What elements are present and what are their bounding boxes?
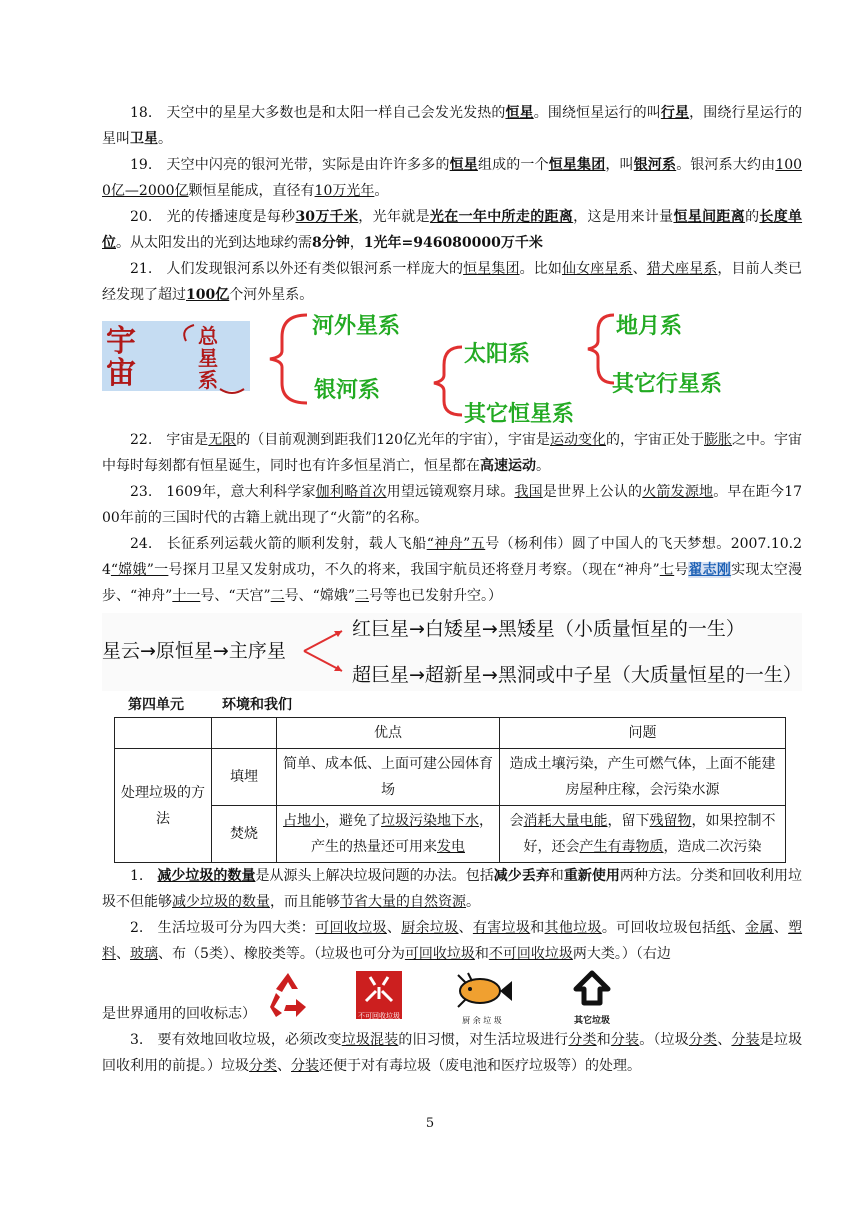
method-landfill: 填埋 xyxy=(212,749,277,806)
document-page xyxy=(102,100,802,1079)
keyword: 减少丢弃 xyxy=(493,868,550,884)
keyword: 30万千米 xyxy=(295,209,359,225)
keyword: 1光年=946080000万千米 xyxy=(363,235,543,251)
keyword: 分装 xyxy=(291,1058,319,1074)
keyword: 无限 xyxy=(208,432,237,448)
branch-extragalactic: 河外星系 xyxy=(312,314,401,339)
keyword: 其他垃圾 xyxy=(544,920,602,936)
table-header-row xyxy=(115,718,786,749)
paragraph-21: 21. 人们发现银河系以外还有类似银河系一样庞大的恒星集团。比如仙女座星系、猎犬座星系，目前人类已经发现了超过100亿个河外星系。 xyxy=(102,261,803,303)
keyword: 恒星间距离 xyxy=(673,209,746,225)
list-item-2: 2. 生活垃圾可分为四大类：可回收垃圾、厨余垃圾、有害垃圾和其他垃圾。可回收垃圾包括纸、金属、塑料、玻璃、布（5类）、橡胶类等。（垃圾也可分为可回收垃圾和不可回收垃圾两大类。）（右边 xyxy=(102,920,803,962)
page-number: 5 xyxy=(425,1116,435,1131)
keyword: 1000亿—2000亿 xyxy=(102,157,803,199)
paragraph-22: 22. 宇宙是无限的（目前观测到距我们120亿光年的宇宙），宇宙是运动变化的，宇宙正处于膨胀之中。宇宙中每时每刻都有恒星诞生，同时也有许多恒星消亡，恒星都在高速运动。 xyxy=(102,432,802,474)
recycle-icon xyxy=(262,969,314,1021)
keyword: 分装 xyxy=(731,1032,760,1048)
universe-diagram xyxy=(102,311,782,423)
table-row xyxy=(115,806,786,863)
keyword: 银河系 xyxy=(633,157,677,173)
keyword: 可回收垃圾 xyxy=(404,946,475,962)
column-header-problems: 问题 xyxy=(500,718,786,749)
other-waste-symbol-icon xyxy=(562,969,622,1009)
solar-brace xyxy=(588,315,614,383)
keyword: 纸 xyxy=(716,920,731,936)
paragraph-23: 23. 1609年，意大利科学家伽利略首次用望远镜观察月球。我国是世界上公认的火箭发源地。早在距今1700年前的三国时代的古籍上就出现了“火箭”的名称。 xyxy=(102,484,803,526)
universe-char-1: 宇 xyxy=(106,324,136,359)
keyword: “嫦娥”一 xyxy=(110,562,169,578)
keyword: 恒星 xyxy=(505,105,534,121)
keyword: 金属 xyxy=(745,920,774,936)
keyword: 膨胀 xyxy=(704,432,732,448)
keyword: 重新使用 xyxy=(563,868,620,884)
leaf-earth-moon: 地月系 xyxy=(616,314,683,339)
keyword-link[interactable]: 翟志刚 xyxy=(688,562,732,578)
fish-bone-icon xyxy=(448,969,516,1011)
keyword: 七 xyxy=(659,562,675,578)
incineration-problems: 会消耗大量电能，留下残留物，如果控制不好，还会产生有毒物质，造成二次污染 xyxy=(500,806,786,863)
paragraph-18: 18. 天空中的星星大多数也是和太阳一样自己会发光发热的恒星。围绕恒星运行的叫行星，围绕行星运行的星叫卫星。 xyxy=(102,105,803,147)
nonrecyclable-glyph-icon xyxy=(356,971,402,1007)
nonrecyclable-label: 不可回收垃圾 xyxy=(358,1012,400,1020)
main-brace xyxy=(270,315,307,403)
paren-char-1: 总 xyxy=(198,324,218,348)
unit-heading: 第四单元 环境和我们 xyxy=(128,697,292,713)
recycling-icons-row xyxy=(102,969,802,1027)
table-corner-cell xyxy=(115,718,212,749)
keyword: 我国 xyxy=(514,484,543,500)
star-lifecycle-diagram xyxy=(102,613,802,691)
keyword: 玻璃 xyxy=(130,946,158,962)
paragraph-19: 19. 天空中闪亮的银河光带，实际是由许许多多的恒星组成的一个恒星集团，叫银河系。银河系大约由1000亿—2000亿颗恒星能成，直径有10万光年。 xyxy=(102,157,803,199)
nonrecyclable-icon xyxy=(356,971,402,1019)
keyword: 恒星集团 xyxy=(548,157,606,173)
keyword: 长度单位 xyxy=(102,209,803,251)
icons-caption: 是世界通用的回收标志） xyxy=(102,1006,256,1022)
keyword: 不可回收垃圾 xyxy=(488,946,573,962)
keyword: 10万光年 xyxy=(314,183,375,199)
keyword: 分装 xyxy=(610,1032,640,1048)
keyword: 仙女座星系 xyxy=(561,261,633,277)
other-waste-icon xyxy=(562,969,622,1025)
keyword: 运动变化 xyxy=(550,432,606,448)
lifecycle-small-star: 红巨星→白矮星→黑矮星（小质量恒星的一生） xyxy=(352,618,745,640)
keyword: 减少垃圾的数量 xyxy=(172,894,270,910)
lifecycle-start: 星云→原恒星→主序星 xyxy=(102,640,286,662)
other-waste-label: 其它垃圾 xyxy=(573,1016,610,1026)
branch-milky-way: 银河系 xyxy=(314,378,381,403)
keyword: 行星 xyxy=(660,105,690,121)
keyword: 厨余垃圾 xyxy=(401,920,459,936)
landfill-advantages: 简单、成本低、上面可建公园体育场 xyxy=(277,749,500,806)
method-incineration: 焚烧 xyxy=(212,806,277,863)
sub-other-star-systems: 其它恒星系 xyxy=(464,402,575,423)
keyword: 100亿 xyxy=(186,287,230,303)
keyword: 节省大量的自然资源 xyxy=(340,894,466,910)
keyword: 恒星集团 xyxy=(463,261,520,277)
column-header-advantages: 优点 xyxy=(277,718,500,749)
keyword: “神舟”五 xyxy=(426,536,486,552)
row-header-disposal: 处理垃圾的方法 xyxy=(115,749,212,863)
keyword: 光在一年中所走的距离 xyxy=(429,209,574,225)
keyword: 伽利略首次 xyxy=(315,484,387,500)
keyword: 8分钟 xyxy=(312,235,350,251)
paren-char-2: 星 xyxy=(198,346,218,370)
kitchen-waste-label: 厨 余 垃 圾 xyxy=(462,1016,502,1025)
keyword: 减少垃圾的数量 xyxy=(157,868,256,884)
table-row xyxy=(115,749,786,806)
keyword: 二 xyxy=(354,588,369,604)
list-item-3: 3. 要有效地回收垃圾，必须改变垃圾混装的旧习惯，对生活垃圾进行分类和分装。（垃圾分类、分装是垃圾回收利用的前提。）垃圾分类、分装还便于对有毒垃圾（废电池和医疗垃圾等）的处理。 xyxy=(102,1032,803,1074)
keyword: 猎犬座星系 xyxy=(646,261,718,277)
keyword: 十一 xyxy=(172,588,201,604)
universe-char-2: 宙 xyxy=(106,356,136,391)
keyword: 分类 xyxy=(249,1058,277,1074)
star-lifecycle-svg xyxy=(102,613,802,691)
paragraph-20: 20. 光的传播速度是每秒30万千米，光年就是光在一年中所走的距离，这是用来计量恒星间距离的长度单位。从太阳发出的光到达地球约需8分钟，1光年=946080000万千米 xyxy=(102,209,803,251)
keyword: 有害垃圾 xyxy=(472,920,531,936)
galaxy-brace xyxy=(434,347,462,415)
keyword: 分类 xyxy=(568,1032,597,1048)
leaf-other-planetary: 其它行星系 xyxy=(612,372,723,397)
keyword: 垃圾混装 xyxy=(341,1032,399,1048)
paragraph-24: 24. 长征系列运载火箭的顺利发射，载人飞船“神舟”五号（杨利伟）圆了中国人的飞天梦想。2007.10.24“嫦娥”一号探月卫星又发射成功，不久的将来，我国宇航员还将登月考察。（现在“神舟”七号翟志刚实现太空漫步、“神舟”十一号、“天宫”二号、“嫦娥”二号等也已发射升空。） xyxy=(102,536,803,604)
waste-disposal-table xyxy=(114,717,786,863)
keyword: 高速运动 xyxy=(480,458,536,474)
incineration-advantages: 占地小，避免了垃圾污染地下水，产生的热量还可用来发电 xyxy=(277,806,500,863)
keyword: 卫星 xyxy=(130,131,158,147)
lifecycle-massive-star: 超巨星→超新星→黑洞或中子星（大质量恒星的一生） xyxy=(352,664,802,686)
landfill-problems: 造成土壤污染，产生可燃气体，上面不能建房屋种庄稼，会污染水源 xyxy=(500,749,786,806)
keyword: 火箭发源地 xyxy=(642,484,714,500)
keyword: 可回收垃圾 xyxy=(315,920,387,936)
keyword: 恒星 xyxy=(449,157,478,173)
universe-diagram-svg xyxy=(102,311,782,423)
keyword: 分类 xyxy=(688,1032,718,1048)
kitchen-waste-icon xyxy=(448,969,516,1023)
list-item-1: 1. 减少垃圾的数量是从源头上解决垃圾问题的办法。包括减少丢弃和重新使用两种方法。分类和回收利用垃圾不但能够减少垃圾的数量，而且能够节省大量的自然资源。 xyxy=(102,868,803,910)
table-corner-cell xyxy=(212,718,277,749)
keyword: 二 xyxy=(270,588,285,604)
sub-solar-system: 太阳系 xyxy=(464,342,531,367)
paren-char-3: 系 xyxy=(198,368,218,392)
keyword: 塑料 xyxy=(102,920,803,962)
